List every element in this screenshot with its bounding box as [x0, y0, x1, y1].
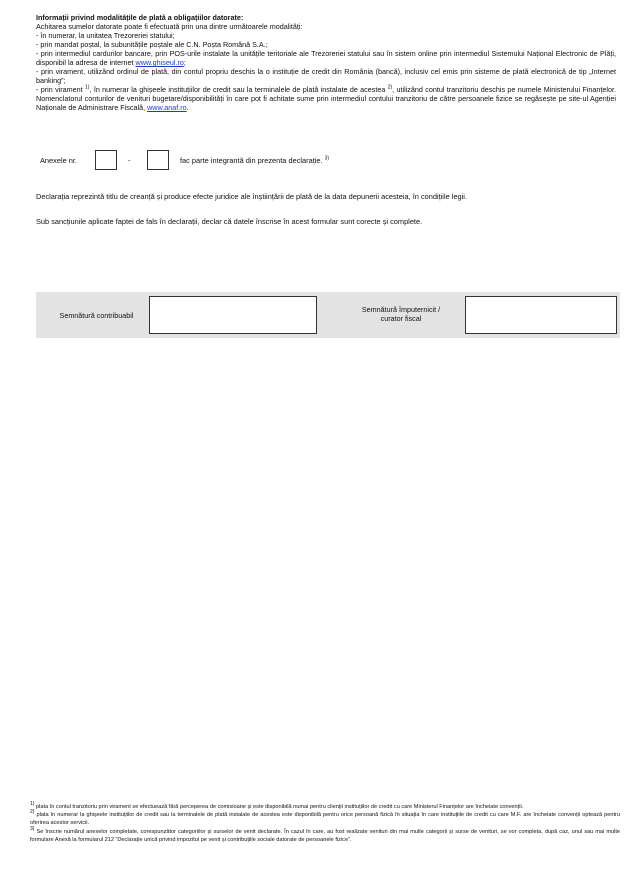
- footnote-3: [30, 825, 620, 844]
- footnote-ref-3: 3): [324, 155, 330, 162]
- proxy-signature-label: [346, 305, 456, 323]
- payment-info-title: Informații privind modalitățile de plată a obligațiilor datorate:: [36, 13, 244, 22]
- transit-text-b: , în numerar la ghișeele instituțiilor de credit sau la terminalele de plată instalate de acestea: [89, 85, 386, 94]
- payment-method-postal: - prin mandat poștal, la subunitățile poștale ale C.N. Poșta Română S.A.;: [36, 40, 268, 49]
- proxy-signature-label-line1: Semnătură împuternicit /: [361, 305, 441, 314]
- ghiseul-link[interactable]: www.ghiseul.ro: [135, 58, 184, 67]
- taxpayer-signature-field[interactable]: [149, 296, 317, 334]
- footnote-2: [30, 811, 620, 827]
- transit-text-c: , utilizând contul tranzitoriu deschis pe numele Ministerului Finanțelor. Nomenclatorul conturilor de venituri bugetare/disponibilități în care pot fi achitate sume prin intermediul contului tranzitoriu de către persoanele fizice se regăsește pe site-ul Agenției Naționale de Administrare Fiscală,: [36, 85, 616, 112]
- payment-method-cards-text: - prin intermediul cardurilor bancare, prin POS-urile instalate la unitățile teritoriale ale Trezoreriei statului sau în sistem online prin intermediul Sistemului Național Electronic de Plăți, disponibil la adresa de internet: [36, 49, 616, 67]
- annex-label: Anexele nr.: [40, 156, 77, 165]
- footnote-ref-2: 2): [387, 84, 393, 91]
- transit-text-a: - prin virament: [36, 85, 83, 94]
- anaf-end: .: [186, 103, 189, 112]
- footnote-1-mark: 1): [30, 801, 35, 808]
- footnote-3-text: Se înscrie numărul anexelor completate, corespunzător categoriilor și surselor de venit declarate. În cazul în care, au fost realizate venituri din mai multe categorii și surse de venituri, se vor completa, după caz, unul sau mai multe formulare Anexă la formularul 212 “Declarație unică privind impozitul pe venit și contribuțiile sociale datorate de persoanele fizice”.: [30, 828, 620, 843]
- declaration-truthfulness: Sub sancțiunile aplicate faptei de fals în declarații, declar că datele înscrise în acest formular sunt corecte și complete.: [36, 217, 423, 226]
- payment-method-cards-end: ;: [183, 58, 186, 67]
- proxy-signature-label-line2: curator fiscal: [380, 314, 422, 323]
- payment-info-intro: Achitarea sumelor datorate poate fi efectuată prin una dintre următoarele modalități:: [36, 22, 303, 31]
- proxy-signature-field[interactable]: [465, 296, 617, 334]
- taxpayer-signature-label: Semnătură contribuabil: [59, 311, 134, 320]
- annex-from-field[interactable]: [95, 150, 117, 170]
- annex-tail-text: [180, 156, 329, 165]
- payment-method-cash: - în numerar, la unitatea Trezoreriei statului;: [36, 31, 175, 40]
- anaf-link[interactable]: www.anaf.ro: [147, 103, 187, 112]
- footnote-1-text: plata în contul tranzitoriu prin virament se efectuează fără perceperea de comisioane și este disponibilă numai pentru clienții instituțiilor de credit cu care Ministerul Finanțelor are încheiate convenții.: [36, 804, 524, 810]
- footnote-2-text: plata în numerar la ghișeele instituțiilor de credit sau la terminalele de plată instalate de acestea este disponibilă pentru orice persoană fizică în situația în care instituțiile de credit cu care M.F. are încheiate convenții optează pentru oferirea acestor servicii.: [30, 812, 620, 827]
- annex-tail: fac parte integrantă din prezenta declarație.: [180, 156, 323, 165]
- footnotes-section: [30, 803, 620, 844]
- signature-band: [36, 292, 620, 338]
- footnote-2-mark: 2): [30, 809, 35, 816]
- annex-to-field[interactable]: [147, 150, 169, 170]
- footnote-ref-1: 1): [85, 84, 90, 91]
- payment-method-cards: [36, 49, 616, 67]
- payment-method-transit-account: [36, 85, 616, 112]
- footnote-1: [30, 803, 620, 811]
- payment-method-transfer: - prin virament, utilizând ordinul de plată, din contul propriu deschis la o instituție de credit din România (bancă), inclusiv cel emis prin sisteme de plată electronică de tip „Internet banking”;: [36, 67, 616, 85]
- payment-info-section: [36, 13, 616, 112]
- annex-dash: -: [128, 156, 131, 165]
- footnote-3-mark: 3): [30, 825, 35, 832]
- declaration-legal-effect: Declarația reprezintă titlu de creanță și produce efecte juridice ale înștiințării de plată de la data depunerii acesteia, în condițiile legii.: [36, 192, 467, 201]
